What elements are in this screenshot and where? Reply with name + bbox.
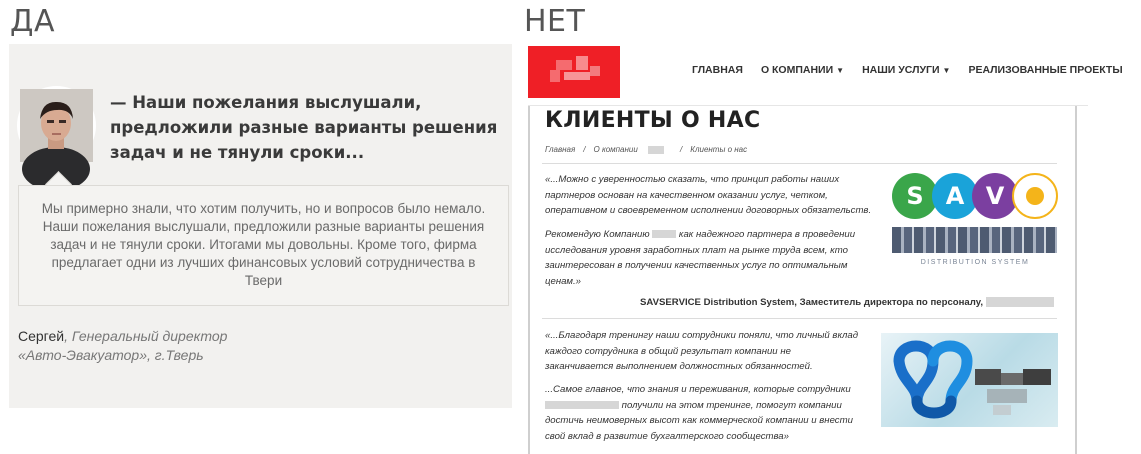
- quote-body: Мы примерно знали, что хотим получить, но и вопросов было немало. Наши пожелания выслушали, предложили разные варианты решения задач и не тянули сроки. Итогами мы довольны. Кроме того, фирма предлагает одни из лучших финансовых условий сотрудничества в Твери: [18, 185, 509, 306]
- logo-letter-a: A: [932, 173, 978, 219]
- good-testimonial-card: [9, 44, 512, 408]
- caret-down-icon: ▼: [942, 66, 951, 75]
- breadcrumb-home[interactable]: Главная: [545, 145, 576, 154]
- author-company: «Авто-Эвакуатор»: [18, 347, 147, 363]
- review1-signature: SAVSERVICE Distribution System, Заместитель директора по персоналу,: [640, 297, 1054, 308]
- review1-paragraph2: Рекомендую Компанию как надежного партнера в проведении исследования уровня заработных плат на рынке труда всем, кто заинтересован в получении качественных услуг по оптимальным ценам.»: [545, 229, 856, 287]
- author-name: Сергей: [18, 328, 65, 344]
- logo-subtitle: DISTRIBUTION SYSTEM: [920, 259, 1030, 266]
- nav-home[interactable]: ГЛАВНАЯ: [692, 64, 743, 76]
- breadcrumb-current: Клиенты о нас: [690, 145, 748, 154]
- logo-letter-s: S: [892, 173, 938, 219]
- logo-letter-v: V: [972, 173, 1018, 219]
- nav-about[interactable]: О КОМПАНИИ ▼: [760, 64, 845, 76]
- breadcrumb-about[interactable]: О компании: [594, 145, 673, 154]
- logo-sun-icon: [1012, 173, 1058, 219]
- breadcrumb: Главная / О компании / Клиенты о нас: [545, 145, 748, 154]
- review2-paragraph1: «...Благодаря тренингу наши сотрудники поняли, что личный вклад каждого сотрудника в общий результат компании не заканчивается выполнением должностных обязанностей.: [545, 330, 859, 372]
- review2-paragraph2: ...Самое главное, что знания и переживания, которые сотрудники получили на этом тренинге, помогут компании достичь неимоверных высот как коммерческой компании и внести свой вклад в развитие бухгалтерского сообщества»: [545, 384, 853, 442]
- quote-title: — Наши пожелания выслушали, предложили разные варианты решения задач и не тянули сроки...: [110, 93, 498, 162]
- no-label: НЕТ: [524, 4, 586, 39]
- divider: [542, 163, 1057, 164]
- nav-projects[interactable]: РЕАЛИЗОВАННЫЕ ПРОЕКТЫ: [968, 64, 1123, 76]
- author-position: Генеральный директор: [71, 328, 228, 344]
- client-logo-image: [881, 333, 1058, 427]
- savservice-logo: [890, 173, 1065, 273]
- nav-services[interactable]: НАШИ УСЛУГИ ▼: [862, 64, 951, 76]
- review1-paragraph1: «...Можно с уверенностью сказать, что принцип работы наших партнеров основан на качественном оказании услуг, четком, оперативном и своевременном исполнении договорных обязательств.: [545, 174, 872, 216]
- logo-wordmark: [892, 227, 1057, 253]
- page-title: КЛИЕНТЫ О НАС: [545, 108, 761, 133]
- caret-down-icon: ▼: [836, 66, 845, 75]
- avatar: [17, 86, 96, 165]
- yes-label: ДА: [10, 4, 55, 39]
- main-nav: [692, 64, 1141, 76]
- divider: [542, 318, 1057, 319]
- author-city: г.Тверь: [154, 347, 204, 363]
- site-logo[interactable]: [528, 46, 620, 98]
- author-info: Сергей, Генеральный директор «Авто-Эвакуатор», г.Тверь: [18, 328, 228, 363]
